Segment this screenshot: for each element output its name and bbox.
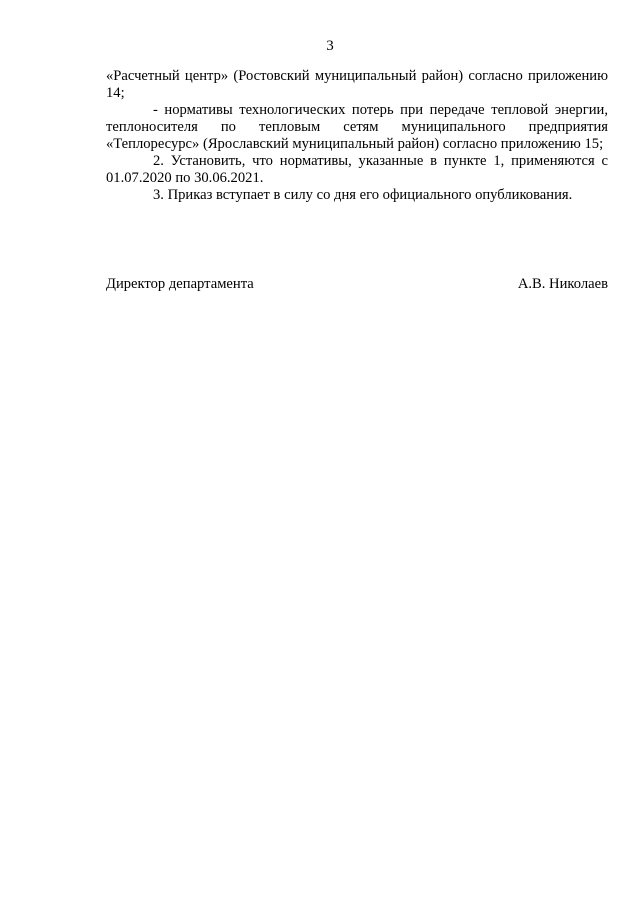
signature-block — [106, 276, 608, 293]
paragraph-clause-2: 2. Установить, что нормативы, указанные в пункте 1, применяются с 01.07.2020 по 30.06.2021. — [106, 153, 608, 186]
paragraph-continuation: «Расчетный центр» (Ростовский муниципальный район) согласно приложению 14; — [106, 68, 608, 101]
signatory-position: Директор департамента — [106, 276, 254, 292]
paragraph-clause-3: 3. Приказ вступает в силу со дня его официального опубликования. — [153, 187, 573, 203]
page-number: 3 — [326, 38, 334, 54]
document-body — [106, 68, 608, 204]
paragraph-losses-item: - нормативы технологических потерь при передаче тепловой энергии, теплоносителя по тепловым сетям муниципального предприятия «Теплоресурс» (Ярославский муниципальный район) согласно приложению 15; — [106, 102, 608, 152]
signatory-name: А.В. Николаев — [517, 276, 608, 292]
